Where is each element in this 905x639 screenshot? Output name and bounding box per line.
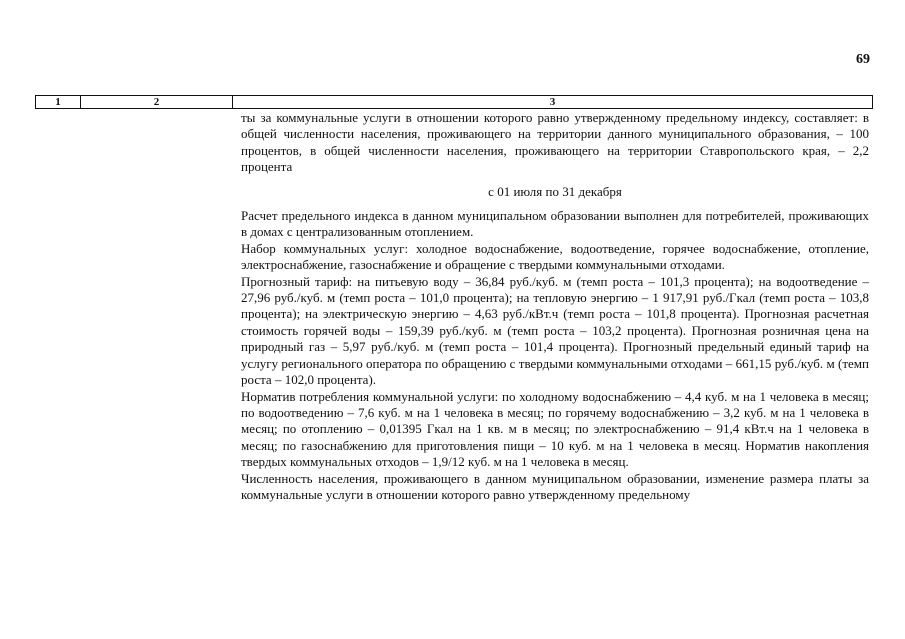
paragraph-service-set: Набор коммунальных услуг: холодное водоснабжение, водоотведение, горячее водоснабжение, отопление, электроснабжение, газоснабжение и обращение с твердыми коммунальными отходами. xyxy=(241,240,869,273)
table-header-col-2: 2 xyxy=(81,96,233,108)
table-header-col-3: 3 xyxy=(549,96,556,108)
table-header-row xyxy=(35,95,873,109)
period-heading: с 01 июля по 31 декабря xyxy=(488,183,622,199)
paragraph-population-continued: Численность населения, проживающего в данном муниципальном образовании, изменение размера платы за коммунальные услуги в отношении которого равно утвержденному предельному xyxy=(241,470,869,502)
paragraph-consumption-norms: Норматив потребления коммунальной услуги: по холодному водоснабжению – 4,4 куб. м на 1 человека в месяц; по водоотведению – 7,6 куб. м на 1 человека в месяц; по горячему водоснабжению – 3,2 куб. м на 1 человека в месяц; по отоплению – 0,01395 Гкал на 1 кв. м в месяц; по электроснабжению – 91,4 кВт.ч на 1 человека в месяц; по газоснабжению для приготовления пищи – 10 куб. м на 1 человека в месяц. Норматив накопления твердых коммунальных отходов – 1,9/12 куб. м на 1 человека в месяц. xyxy=(241,388,869,470)
paragraph-forecast-tariffs: Прогнозный тариф: на питьевую воду – 36,84 руб./куб. м (темп роста – 101,3 процента); на водоотведение – 27,96 руб./куб. м (темп роста – 101,0 процента); на тепловую энергию – 1 917,91 руб./Гкал (темп роста – 103,8 процента); на электрическую энергию – 4,63 руб./кВт.ч (темп роста – 101,8 процента). Прогнозная расчетная стоимость горячей воды – 159,39 руб./куб. м (темп роста – 103,2 процента). Прогнозная розничная цена на природный газ – 5,97 руб./куб. м (темп роста – 101,4 процента). Прогнозный предельный единый тариф на услугу регионального оператора по обращению с твердыми коммунальными отходами – 661,15 руб./куб. м (темп роста – 102,0 процента). xyxy=(241,273,869,388)
paragraph-calculation-basis: Расчет предельного индекса в данном муниципальном образовании выполнен для потребителей, проживающих в домах с централизованным отоплением. xyxy=(241,208,869,240)
paragraph-population-share: ты за коммунальные услуги в отношении которого равно утвержденному предельному индексу, составляет: в общей численности населения, проживающего на территории данного муниципального образования, – 100 процентов, в общей численности населения, проживающего на территории Ставропольского края, – 2,2 процента xyxy=(241,110,869,175)
document-body xyxy=(241,110,869,503)
page-number: 69 xyxy=(856,52,870,67)
table-header-col-1: 1 xyxy=(36,96,81,108)
